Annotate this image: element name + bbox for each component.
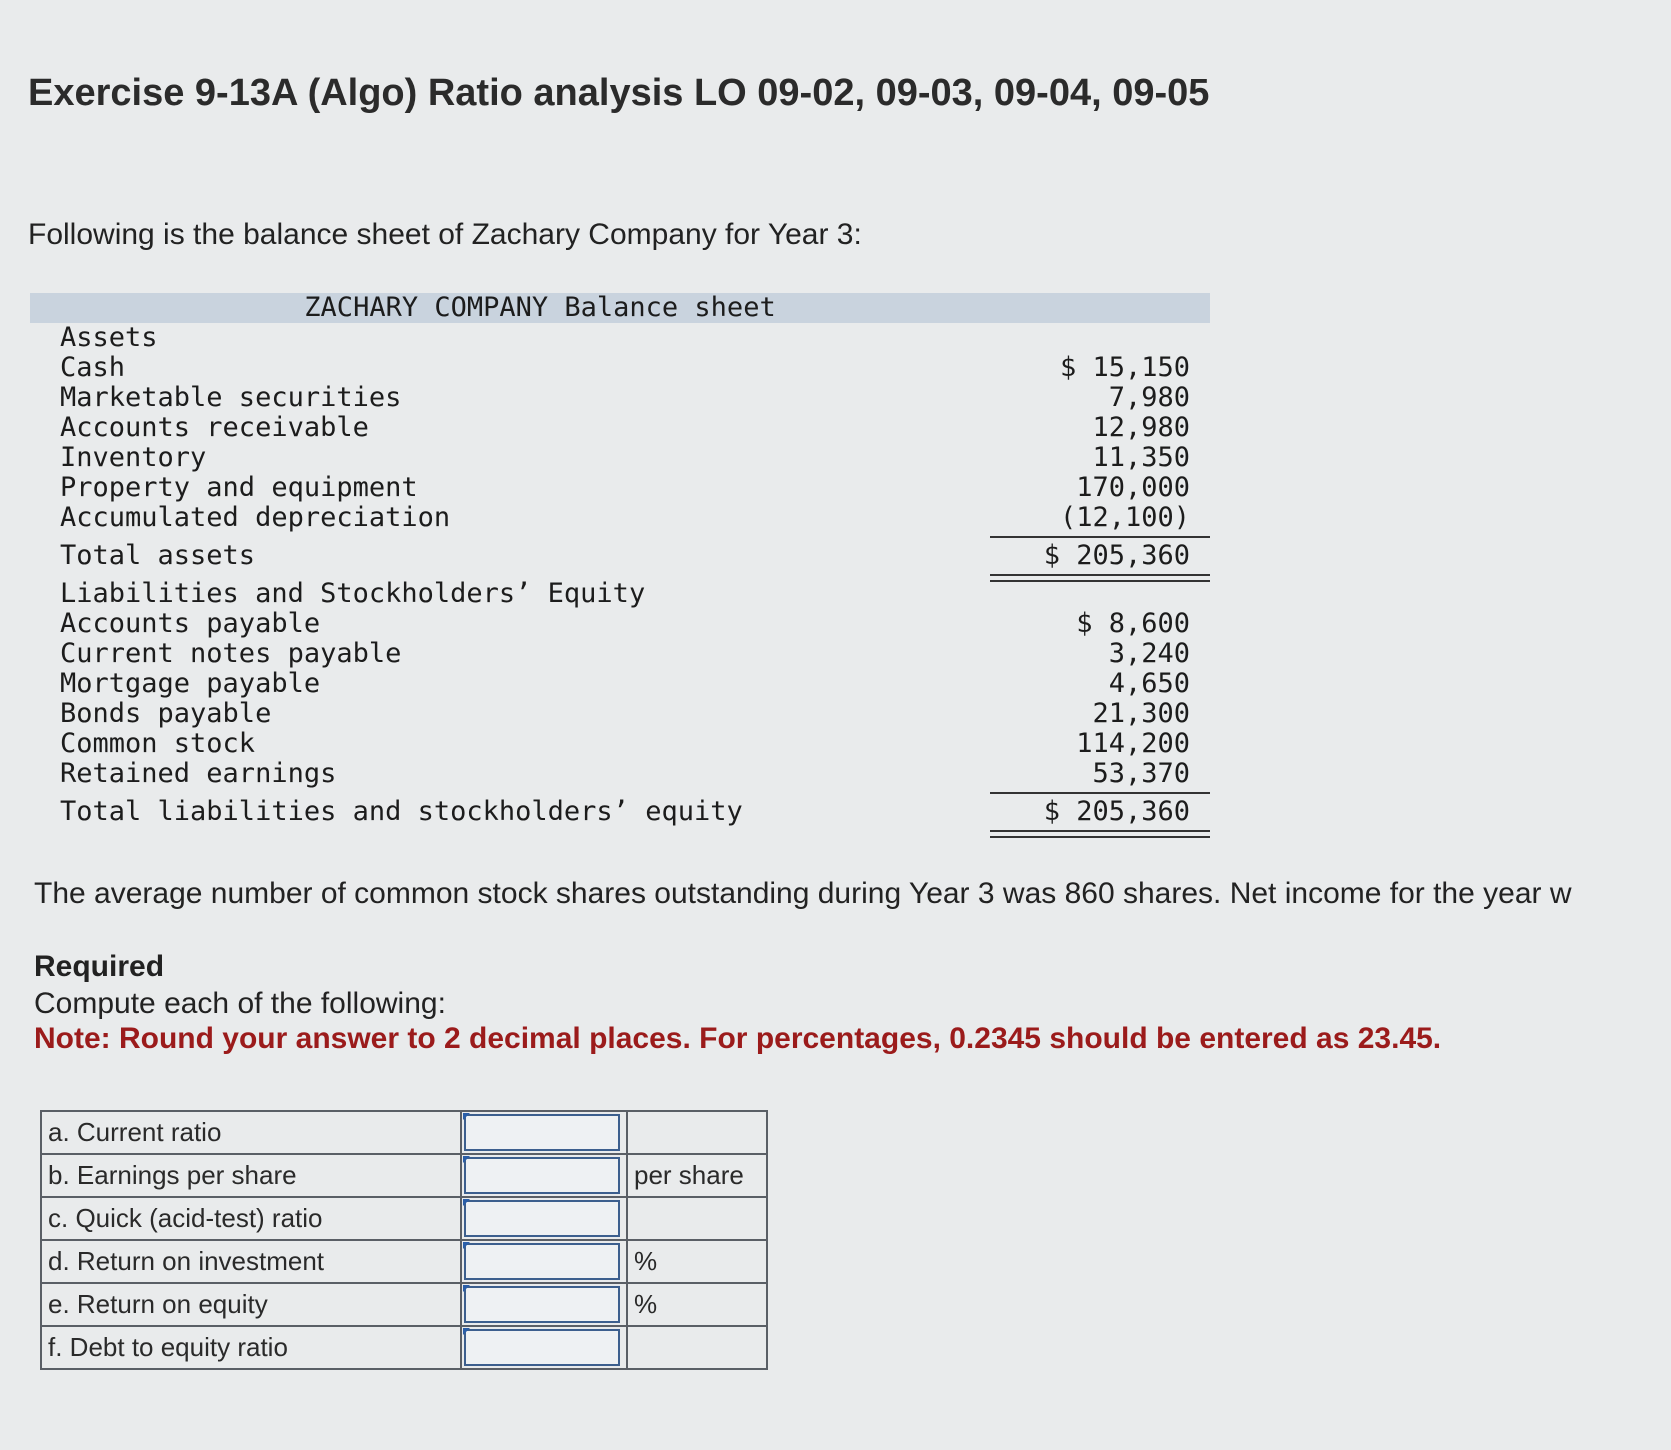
input-marker-icon [463,1242,470,1249]
row-label: Mortgage payable [60,668,321,699]
compute-text: Compute each of the following: [34,987,446,1020]
total-liabilities-row [30,797,1210,827]
assets-heading-row [30,323,1210,353]
question-label: b. Earnings per share [41,1154,461,1197]
input-marker-icon [463,1285,470,1292]
intro-text: Following is the balance sheet of Zachary Company for Year 3: [28,218,862,251]
assets-heading: Assets [60,322,158,353]
balance-row [30,609,1210,639]
required-heading: Required [34,950,165,983]
shares-paragraph: The average number of common stock shares outstanding during Year 3 was 860 shares. Net income for the year w [34,877,1572,910]
input-marker-icon [463,1113,470,1120]
row-amount: $ 15,150 [1059,352,1190,383]
balance-row [30,669,1210,699]
total-double-rule [990,830,1210,838]
answer-cell [461,1111,627,1154]
row-label: Bonds payable [60,698,272,729]
row-amount: $ 8,600 [1076,608,1190,639]
question-label: e. Return on equity [41,1283,461,1326]
unit-label [627,1197,767,1240]
subtotal-rule [990,792,1210,794]
row-amount: 3,240 [1108,638,1190,669]
table-row [41,1326,767,1369]
row-label: Retained earnings [60,758,337,789]
row-label: Accounts payable [60,608,321,639]
page-title: Exercise 9-13A (Algo) Ratio analysis LO 09-02, 09-03, 09-04, 09-05 [28,72,1210,114]
total-assets-amount: $ 205,360 [1043,540,1190,571]
row-label: Marketable securities [60,382,402,413]
row-label: Accounts receivable [60,412,369,443]
balance-row [30,729,1210,759]
balance-row [30,473,1210,503]
answer-cell [461,1283,627,1326]
total-assets-row [30,541,1210,571]
row-label: Property and equipment [60,472,418,503]
balance-sheet-header: ZACHARY COMPANY Balance sheet [30,293,1210,323]
row-label: Common stock [60,728,256,759]
balance-row [30,353,1210,383]
answer-cell [461,1240,627,1283]
row-label: Cash [60,352,126,383]
liabilities-heading-row [30,579,1210,609]
question-label: c. Quick (acid-test) ratio [41,1197,461,1240]
table-row [41,1111,767,1154]
unit-label: % [627,1283,767,1326]
current-ratio-input[interactable] [464,1114,620,1151]
row-label: Current notes payable [60,638,402,669]
table-row [41,1240,767,1283]
row-amount: 4,650 [1108,668,1190,699]
question-label: d. Return on investment [41,1240,461,1283]
row-label: Inventory [60,442,207,473]
question-label: f. Debt to equity ratio [41,1326,461,1369]
rounding-note: Note: Round your answer to 2 decimal places. For percentages, 0.2345 should be entered as 23.45. [34,1022,1442,1055]
balance-row [30,759,1210,789]
row-amount: (12,100) [1059,502,1190,533]
table-row [41,1154,767,1197]
answer-cell [461,1326,627,1369]
unit-label [627,1111,767,1154]
quick-ratio-input[interactable] [464,1200,620,1237]
table-row [41,1283,767,1326]
balance-row [30,413,1210,443]
total-assets-label: Total assets [60,540,256,571]
total-liabilities-amount: $ 205,360 [1043,796,1190,827]
balance-row [30,639,1210,669]
subtotal-rule [990,536,1210,538]
row-amount: 53,370 [1092,758,1190,789]
row-amount: 7,980 [1108,382,1190,413]
liabilities-heading: Liabilities and Stockholders’ Equity [60,578,646,609]
balance-row [30,699,1210,729]
input-marker-icon [463,1199,470,1206]
row-amount: 114,200 [1076,728,1190,759]
unit-label: per share [627,1154,767,1197]
unit-label: % [627,1240,767,1283]
total-liabilities-label: Total liabilities and stockholders’ equity [60,796,743,827]
return-on-investment-input[interactable] [464,1243,620,1280]
balance-row [30,383,1210,413]
answer-cell [461,1197,627,1240]
row-label: Accumulated depreciation [60,502,451,533]
row-amount: 11,350 [1092,442,1190,473]
balance-sheet [30,293,1210,827]
return-on-equity-input[interactable] [464,1286,620,1323]
balance-row [30,443,1210,473]
answer-table [40,1110,768,1370]
input-marker-icon [463,1156,470,1163]
debt-to-equity-input[interactable] [464,1329,620,1366]
question-label: a. Current ratio [41,1111,461,1154]
earnings-per-share-input[interactable] [464,1157,620,1194]
table-row [41,1197,767,1240]
unit-label [627,1326,767,1369]
balance-row [30,503,1210,533]
input-marker-icon [463,1328,470,1335]
row-amount: 21,300 [1092,698,1190,729]
answer-cell [461,1154,627,1197]
row-amount: 12,980 [1092,412,1190,443]
row-amount: 170,000 [1076,472,1190,503]
